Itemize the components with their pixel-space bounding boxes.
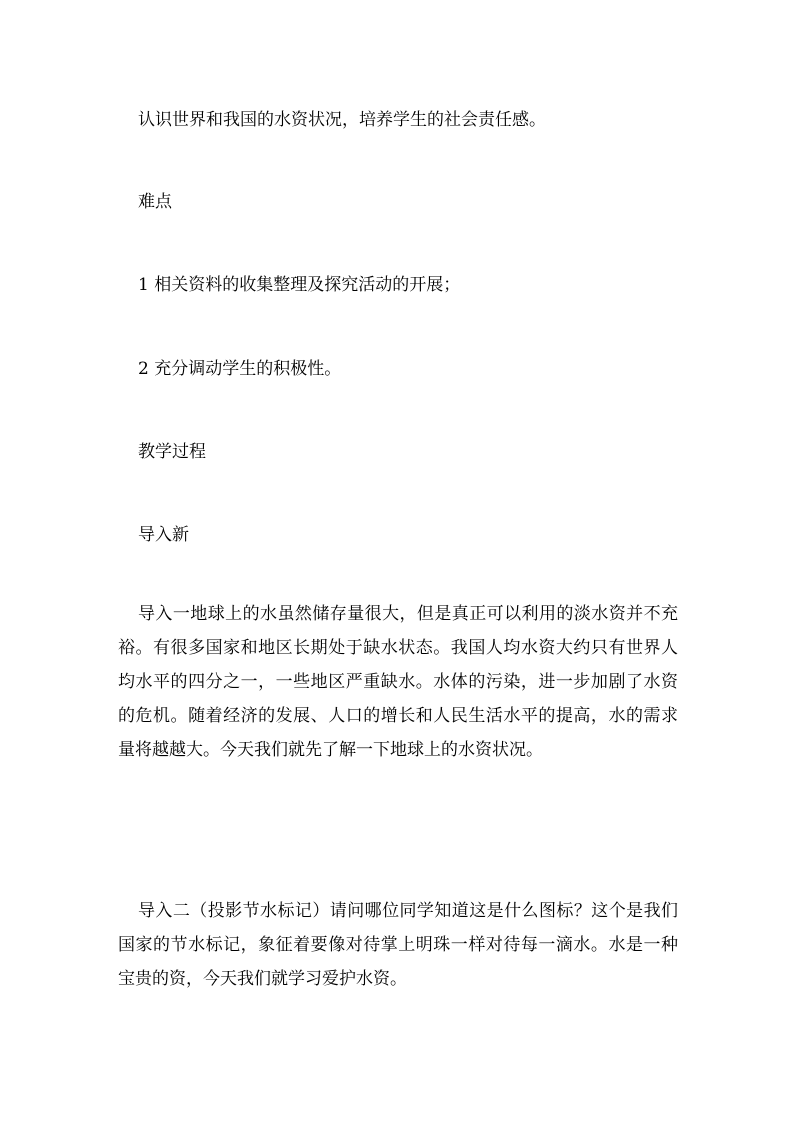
- intro-paragraph-2: 导入二（投影节水标记）请问哪位同学知道这是什么图标？这个是我们国家的节水标记，象征着要像对待掌上明珠一样对待每一滴水。水是一种宝贵的资，今天我们就学习爱护水资。: [118, 901, 678, 989]
- difficulty-item-1: 1 相关资料的收集整理及探究活动的开展；: [138, 275, 461, 295]
- section-heading-process: 教学过程: [138, 442, 206, 462]
- difficulty-item-2: 2 充分调动学生的积极性。: [138, 359, 342, 379]
- section-heading-difficulty: 难点: [138, 192, 172, 212]
- section-heading-intro: 导入新: [138, 525, 189, 545]
- objective-text: 认识世界和我国的水资状况，培养学生的社会责任感。: [138, 110, 546, 130]
- intro-paragraph-1: 导入一地球上的水虽然储存量很大，但是真正可以利用的淡水资并不充裕。有很多国家和地区长期处于缺水状态。我国人均水资大约只有世界人均水平的四分之一，一些地区严重缺水。水体的污染，进一步加剧了水资的危机。随着经济的发展、人口的增长和人民生活水平的提高，水的需求量将越越大。今天我们就先了解一下地球上的水资状况。: [118, 604, 678, 760]
